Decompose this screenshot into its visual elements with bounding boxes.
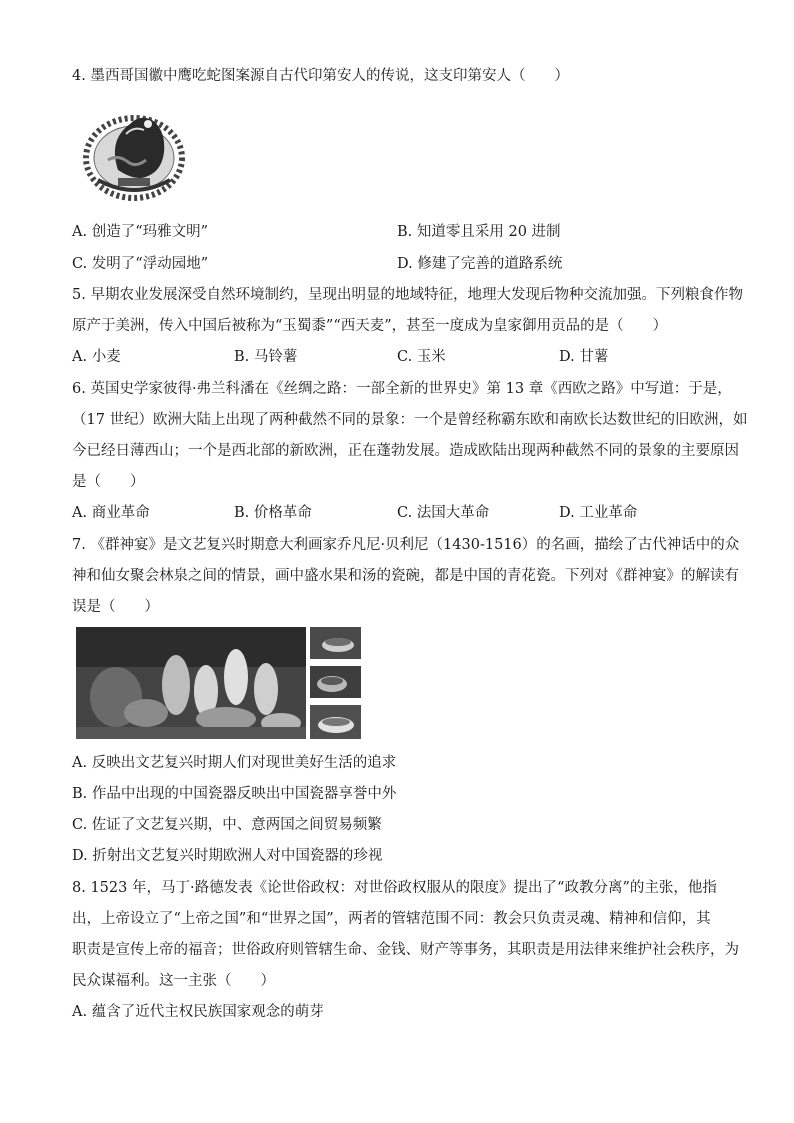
feast-of-the-gods-painting — [76, 627, 306, 739]
porcelain-bowl-icon — [310, 705, 361, 739]
q5-option-a: A. 小麦 — [72, 349, 121, 365]
q7-stem-line1: 7. 《群神宴》是文艺复兴时期意大利画家乔凡尼·贝利尼（1430-1516）的名画，描绘了古代神话中的众 — [72, 537, 740, 553]
porcelain-detail-image-2 — [310, 666, 361, 698]
q4-option-c: C. 发明了“浮动园地” — [72, 256, 209, 272]
porcelain-detail-image-1 — [310, 627, 361, 659]
q8-option-a: A. 蕴含了近代主权民族国家观念的萌芽 — [72, 1004, 324, 1020]
q5-stem-line2: 原产于美洲，传入中国后被称为“玉蜀黍”“西天麦”，甚至一度成为皇家御用贡品的是（ ） — [72, 318, 668, 334]
q7-stem-line3: 误是（ ） — [72, 599, 159, 615]
q5-stem-line1: 5. 早期农业发展深受自然环境制约，呈现出明显的地域特征，地理大发现后物种交流加强。下列粮食作物 — [72, 287, 743, 303]
q8-stem-line2: 出，上帝设立了“上帝之国”和“世界之国”，两者的管辖范围不同：教会只负责灵魂、精神和信仰，其 — [72, 911, 711, 927]
porcelain-bowl-icon — [310, 627, 361, 659]
porcelain-detail-image-3 — [310, 705, 361, 739]
q6-stem-line3: 今已经日薄西山；一个是西北部的新欧洲，正在蓬勃发展。造成欧陆出现两种截然不同的景象的主要原因 — [72, 443, 739, 459]
painting-scene-icon — [76, 627, 306, 739]
q6-option-c: C. 法国大革命 — [397, 505, 490, 521]
q4-option-b: B. 知道零且采用 20 进制 — [397, 224, 561, 240]
mexico-coat-of-arms-image — [78, 100, 190, 204]
eagle-snake-emblem-icon — [78, 100, 190, 204]
q7-option-a: A. 反映出文艺复兴时期人们对现世美好生活的追求 — [72, 755, 397, 771]
q7-option-d: D. 折射出文艺复兴时期欧洲人对中国瓷器的珍视 — [72, 848, 383, 864]
q8-stem-line4: 民众谋福利。这一主张（ ） — [72, 973, 275, 989]
q7-option-b: B. 作品中出现的中国瓷器反映出中国瓷器享誉中外 — [72, 786, 397, 802]
q5-option-b: B. 马铃薯 — [234, 349, 298, 365]
q5-option-c: C. 玉米 — [397, 349, 446, 365]
q4-stem: 4. 墨西哥国徽中鹰吃蛇图案源自古代印第安人的传说，这支印第安人（ ） — [72, 68, 569, 84]
q5-option-d: D. 甘薯 — [559, 349, 609, 365]
q6-stem-line2: （17 世纪）欧洲大陆上出现了两种截然不同的景象：一个是曾经称霸东欧和南欧长达数世纪的旧欧洲，如 — [72, 412, 748, 428]
q6-option-b: B. 价格革命 — [234, 505, 312, 521]
q6-stem-line4: 是（ ） — [72, 474, 145, 490]
q8-stem-line1: 8. 1523 年，马丁·路德发表《论世俗政权：对世俗政权服从的限度》提出了“政教分离”的主张，他指 — [72, 880, 717, 896]
q6-option-a: A. 商业革命 — [72, 505, 150, 521]
porcelain-bowl-icon — [310, 666, 361, 698]
q6-stem-line1: 6. 英国史学家彼得·弗兰科潘在《丝绸之路：一部全新的世界史》第 13 章《西欧之路》中写道：于是， — [72, 381, 732, 397]
q6-option-d: D. 工业革命 — [559, 505, 638, 521]
q8-stem-line3: 职责是宣传上帝的福音；世俗政府则管辖生命、金钱、财产等事务，其职责是用法律来维护社会秩序，为 — [72, 942, 739, 958]
q4-option-a: A. 创造了“玛雅文明” — [72, 224, 209, 240]
q7-stem-line2: 神和仙女聚会林泉之间的情景，画中盛水果和汤的瓷碗，都是中国的青花瓷。下列对《群神宴》的解读有 — [72, 568, 739, 584]
q4-option-d: D. 修建了完善的道路系统 — [397, 256, 563, 272]
q7-option-c: C. 佐证了文艺复兴期，中、意两国之间贸易频繁 — [72, 817, 382, 833]
